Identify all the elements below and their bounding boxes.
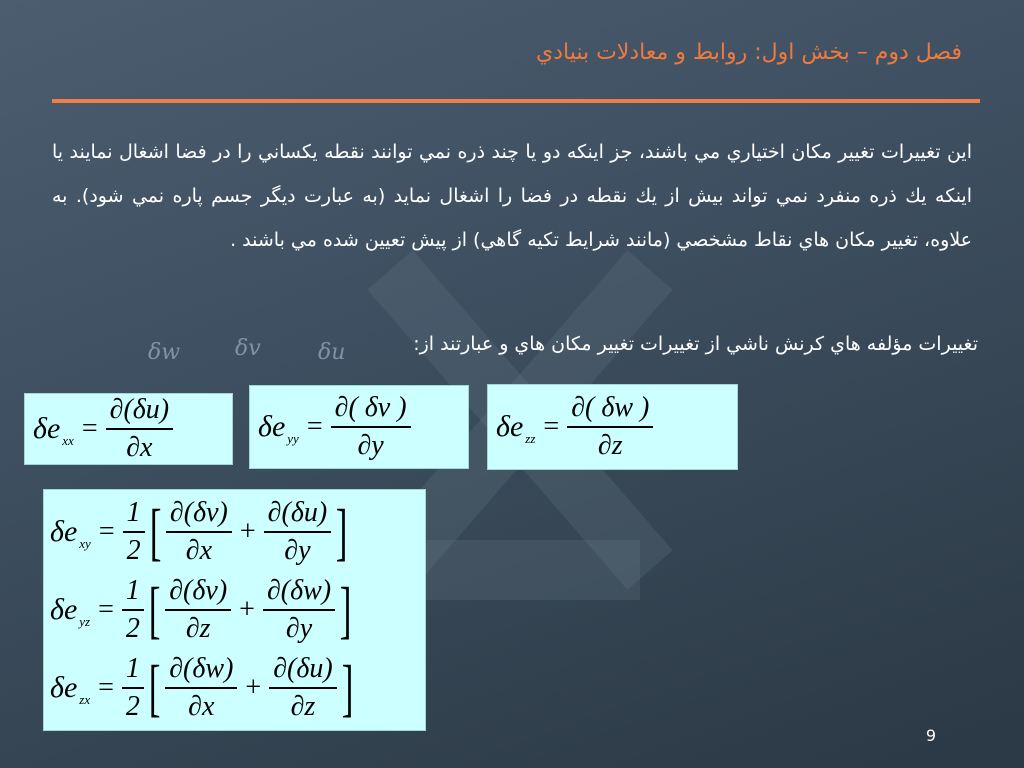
left-bracket: [ [148,652,161,723]
equals-sign: = [98,516,115,547]
equals-sign: = [98,672,114,703]
equation-exx [24,393,233,465]
numerator: ∂(δv) [169,575,228,606]
fraction-bar [165,687,237,689]
denominator: ∂x [188,691,215,722]
equation-exy [50,496,352,568]
denominator: 2 [125,691,140,722]
ghost-symbol-du: δu [318,340,346,365]
ghost-symbol-dv: δv [235,336,261,361]
eq-lhs: δe [50,593,78,626]
numerator: ∂(δu) [109,394,170,425]
title-divider [52,99,980,103]
fraction-bar [123,531,145,533]
fraction-bar [166,531,232,533]
denominator: ∂x [185,535,213,566]
left-bracket: [ [149,496,162,567]
equation-shear-group [43,489,426,731]
right-bracket: ] [341,652,354,723]
fraction [106,394,174,464]
fraction [567,392,653,462]
denominator: ∂x [126,432,153,463]
eq-lhs: δe [496,410,524,443]
denominator: ∂y [284,535,311,566]
fraction [263,575,335,645]
fraction [264,497,332,567]
body-paragraph: اين تغييرات تغيير مكان اختياري مي باشند، جز اينكه دو يا چند ذره نمي توانند نقطه يكساني را در فضا اشغال نمايند يا اينكه يك ذره منفرد نمي تواند بيش از يك نقطه در فضا را اشغال نمايد (به عبارت ديگر جسم پاره نمي شود). به علاوه، تغيير مكان هاي نقاط مشخصي (مانند شرايط تكيه گاهي) از پيش تعيين شده مي باشند . [52,141,972,251]
plus-sign: + [239,594,255,625]
numerator: 1 [125,575,140,606]
eq-subscript: zx [79,692,91,707]
fraction [166,497,232,567]
eq-subscript: xy [79,536,91,551]
equation-ezz [487,384,738,470]
right-bracket: ] [339,574,352,645]
numerator: ∂( δv ) [334,392,407,423]
equation-eyy [249,385,469,469]
fraction-bar [331,426,411,428]
eq-subscript: xx [62,433,74,448]
denominator: ∂z [597,430,623,461]
denominator: 2 [125,613,140,644]
denominator: 2 [126,535,141,566]
eq-lhs: δe [258,410,286,443]
numerator: ∂(δw) [266,575,332,606]
denominator: ∂y [357,430,384,461]
fraction-bar [122,609,144,611]
fraction-bar [263,609,335,611]
numerator: 1 [125,653,140,684]
numerator: ∂(δu) [267,497,328,528]
denominator: ∂y [285,613,313,644]
equation-ezx [50,652,358,724]
eq-subscript: yy [287,431,299,446]
equals-sign: = [306,411,323,442]
equals-sign: = [543,411,560,442]
eq-lhs: δe [33,412,61,445]
fraction-bar [106,428,174,430]
half-fraction [123,497,145,567]
half-fraction [122,653,144,723]
fraction-bar [122,687,144,689]
eq-subscript: zz [525,431,536,446]
equals-sign: = [98,594,114,625]
right-bracket: ] [335,496,348,567]
numerator: ∂(δv) [169,497,228,528]
left-bracket: [ [148,574,161,645]
eq-lhs: δe [50,671,78,704]
fraction-bar [165,609,231,611]
numerator: 1 [126,497,141,528]
ghost-symbol-dw: δw [148,340,181,365]
denominator: ∂z [290,691,316,722]
fraction [269,653,337,723]
strain-subheading: تغييرات مؤلفه هاي كرنش ناشي از تغييرات تغيير مكان هاي و عبارتند از: [413,333,978,355]
numerator: ∂( δw ) [571,392,650,423]
fraction-bar [264,531,332,533]
equals-sign: = [81,413,98,444]
eq-subscript: yz [79,614,91,629]
half-fraction [122,575,144,645]
eq-lhs: δe [50,515,78,548]
numerator: ∂(δw) [169,653,234,684]
equation-eyz [50,574,356,646]
slide-title: فصل دوم – بخش اول: روابط و معادلات بنيادي [535,40,962,65]
fraction-bar [269,687,337,689]
fraction [165,575,231,645]
plus-sign: + [239,516,256,547]
denominator: ∂z [185,613,211,644]
page-number: 9 [925,726,936,745]
fraction-bar [567,426,653,428]
plus-sign: + [245,672,262,703]
fraction [165,653,237,723]
fraction [331,392,411,462]
numerator: ∂(δu) [273,653,333,684]
